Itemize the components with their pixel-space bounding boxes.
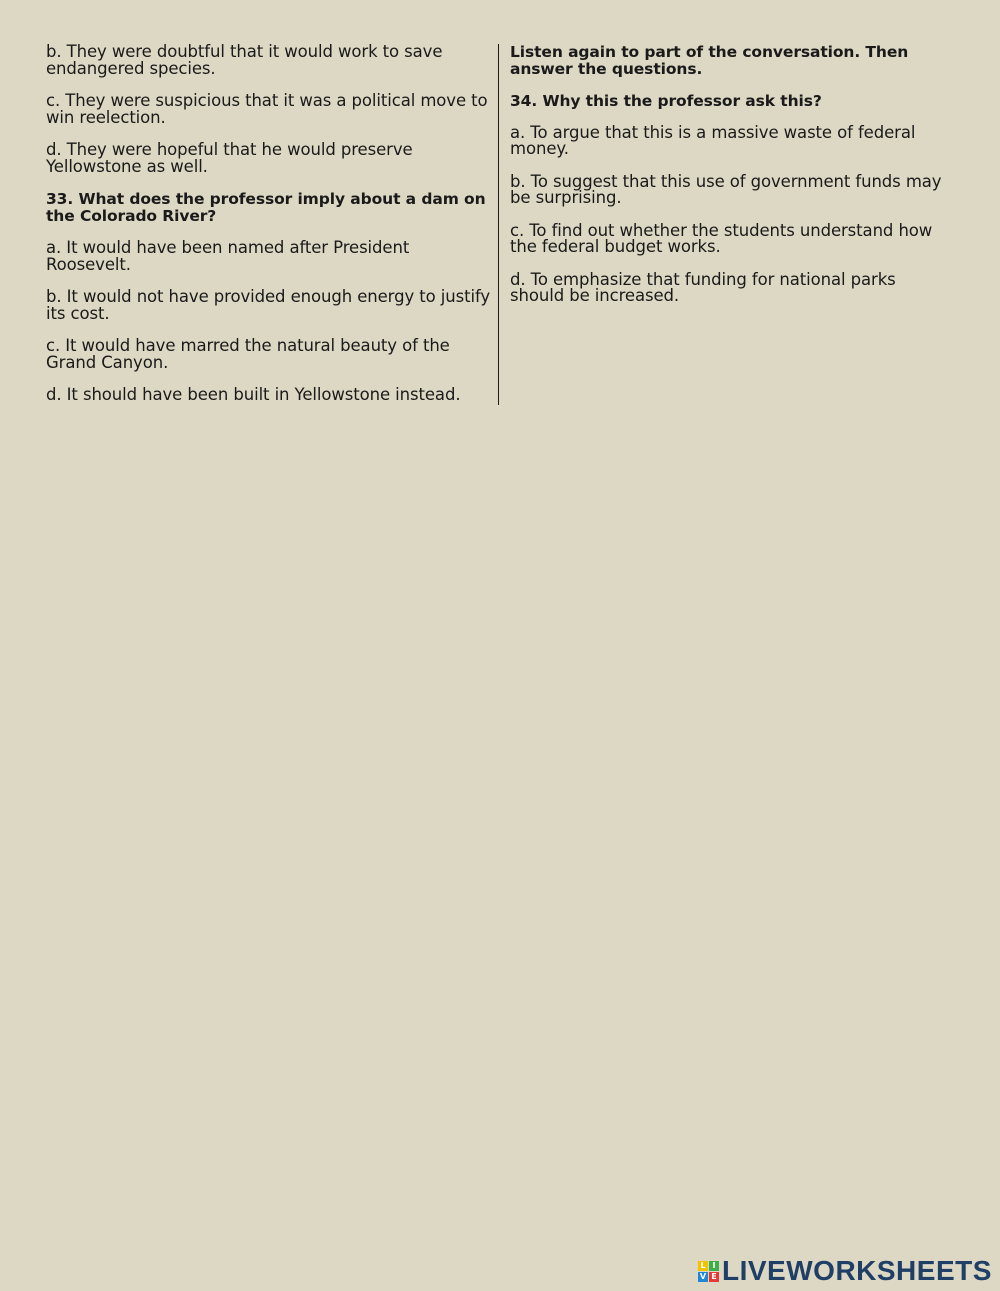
answer-option-c-q34: c. To find out whether the students understand how the federal budget works. xyxy=(510,220,933,256)
logo-mark-letter-v: V xyxy=(699,1271,707,1281)
answer-option-b-q34: b. To suggest that this use of government funds may be surprising. xyxy=(510,171,942,207)
logo-mark-letter-i: I xyxy=(709,1261,719,1271)
answer-option-a-q33: a. It would have been named after President Roosevelt. xyxy=(46,238,410,274)
answer-option-c-q33: c. It would have marred the natural beauty of the Grand Canyon. xyxy=(46,336,450,372)
answer-option-d-q33: d. It should have been built in Yellowstone instead. xyxy=(46,385,461,404)
answer-option-d-q32: d. They were hopeful that he would preserve Yellowstone as well. xyxy=(46,140,413,176)
left-column xyxy=(46,44,492,420)
right-column xyxy=(510,44,950,321)
answer-option-d-q34: d. To emphasize that funding for national parks should be increased. xyxy=(510,269,896,305)
question-33: 33. What does the professor imply about a dam on the Colorado River? xyxy=(46,190,486,225)
answer-option-b-q33: b. It would not have provided enough energy to justify its cost. xyxy=(46,287,491,323)
logo-text: LIVEWORKSHEETS xyxy=(722,1255,992,1286)
answer-option-c-q32: c. They were suspicious that it was a political move to win reelection. xyxy=(46,91,488,127)
liveworksheets-logo xyxy=(698,1257,992,1285)
question-34: 34. Why this the professor ask this? xyxy=(510,92,822,110)
column-divider xyxy=(498,44,499,405)
logo-mark-icon xyxy=(698,1261,719,1282)
logo-mark-letter-e: E xyxy=(709,1272,719,1282)
answer-option-b-q32: b. They were doubtful that it would work to save endangered species. xyxy=(46,42,443,78)
listening-instruction: Listen again to part of the conversation. Then answer the questions. xyxy=(510,43,909,78)
logo-mark-letter-l: L xyxy=(698,1261,708,1271)
answer-option-a-q34: a. To argue that this is a massive waste of federal money. xyxy=(510,122,916,158)
